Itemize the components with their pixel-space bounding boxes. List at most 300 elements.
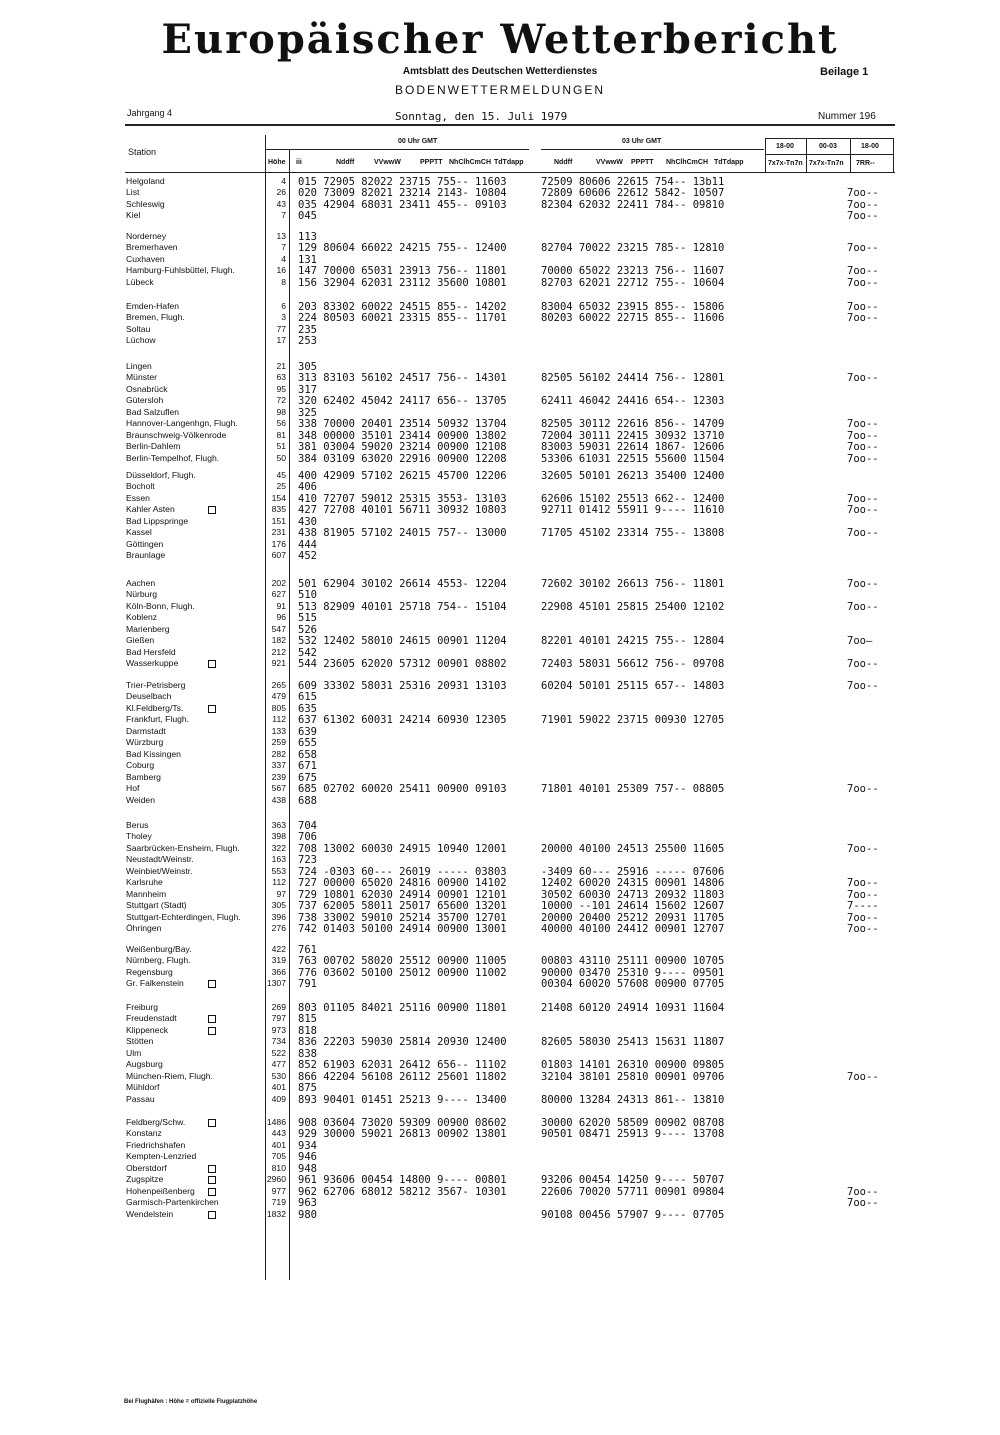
obs-00-gmt: 738 33002 59010 25214 35700 12701: [298, 911, 507, 924]
mountain-station-box-icon: [208, 1015, 216, 1023]
extra-group: 7oo—: [847, 635, 873, 648]
obs-03-gmt: 53306 61031 22515 55600 11504: [541, 452, 725, 465]
obs-00-gmt: 729 10801 62030 24914 00901 12101: [298, 888, 507, 901]
obs-00-gmt: 501 62904 30102 26614 4553- 12204: [298, 578, 507, 590]
station-height: 97: [276, 888, 286, 899]
station-name: Karlsruhe: [126, 877, 163, 888]
station-height: 231: [271, 527, 286, 538]
extra-top-rule: [765, 138, 893, 139]
obs-00-gmt: 320 62402 45042 24117 656-- 13705: [298, 395, 507, 408]
mountain-station-box-icon: [208, 1188, 216, 1196]
station-name: Bad Lippspringe: [126, 515, 189, 526]
station-name: Passau: [126, 1093, 155, 1104]
obs-03-gmt: 71801 40101 25309 757-- 08805: [541, 783, 725, 796]
obs-00-gmt: 685 02702 60020 25411 00900 09103: [298, 783, 507, 796]
obs-00-gmt: 639: [298, 725, 317, 738]
station-height: 176: [271, 538, 286, 549]
station-height: 282: [271, 748, 286, 759]
station-name: Hamburg-Fuhlsbüttel, Flugh.: [126, 265, 235, 276]
station-height: 522: [271, 1047, 286, 1058]
station-height: 17: [276, 335, 286, 346]
obs-00-gmt: 742 01403 50100 24914 00900 13001: [298, 923, 507, 936]
obs-00-gmt: 704: [298, 820, 317, 832]
extra-group: 7oo--: [847, 312, 879, 325]
station-height: 409: [271, 1093, 286, 1104]
obs-00-gmt: 776 03602 50100 25012 00900 11002: [298, 966, 507, 979]
subtitle: Amtsblatt des Deutschen Wetterdienstes: [402, 66, 598, 77]
station-name: Marienberg: [126, 623, 170, 634]
station-name: Feldberg/Schw.: [126, 1117, 186, 1127]
obs-00-gmt: 113: [298, 231, 317, 243]
obs-00-gmt: 235: [298, 323, 317, 336]
obs-03-gmt: 80203 60022 22715 855-- 11606: [541, 312, 725, 325]
station-name: Garmisch-Partenkirchen: [126, 1197, 219, 1208]
obs-00-gmt: 727 00000 65020 24816 00900 14102: [298, 877, 507, 890]
station-name: Nürnberg, Flugh.: [126, 955, 191, 966]
station-name: Stuttgart-Echterdingen, Flugh.: [126, 911, 241, 922]
station-name: Zugspitze: [126, 1174, 164, 1185]
station-name: Trier-Petrisberg: [126, 680, 186, 690]
obs-00-gmt: 893 90401 01451 25213 9---- 13400: [298, 1093, 507, 1106]
col00-2: PPPTT: [420, 159, 443, 166]
station-height: 810: [271, 1162, 286, 1173]
gmt03-rule: [541, 149, 764, 150]
obs-03-gmt: 32104 38101 25810 00901 09706: [541, 1070, 725, 1083]
extra-group: 7oo--: [847, 418, 879, 431]
station-height: 77: [276, 323, 286, 334]
station-height: 422: [271, 944, 286, 954]
station-height: 443: [271, 1128, 286, 1139]
obs-00-gmt: 384 03109 63020 22916 00900 12208: [298, 452, 507, 465]
station-height: 363: [271, 820, 286, 830]
station-name: Nürburg: [126, 589, 158, 600]
obs-03-gmt: 20000 20400 25212 20931 11705: [541, 911, 725, 924]
extra-divider-3: [893, 138, 894, 172]
obs-00-gmt: 980: [298, 1208, 317, 1221]
extra-group: 7oo--: [847, 372, 879, 385]
station-height: 547: [271, 623, 286, 634]
mountain-station-box-icon: [208, 1119, 216, 1127]
obs-03-gmt: 70000 65022 23213 756-- 11607: [541, 265, 725, 278]
obs-03-gmt: 80000 13284 24313 861-- 13810: [541, 1093, 725, 1106]
station-height: 719: [271, 1197, 286, 1208]
obs-00-gmt: 961 93606 00454 14800 9---- 00801: [298, 1174, 507, 1187]
extra-divider-1: [806, 138, 807, 172]
issue-date: Sonntag, den 15. Juli 1979: [395, 110, 568, 123]
extra-mid-rule: [765, 154, 893, 155]
obs-00-gmt: 532 12402 58010 24615 00901 11204: [298, 635, 507, 648]
station-name: Friedrichshafen: [126, 1139, 186, 1150]
obs-03-gmt: 92711 01412 55911 9---- 11610: [541, 504, 725, 517]
station-height: 163: [271, 854, 286, 865]
station-height: 269: [271, 1002, 286, 1012]
station-height: 96: [276, 612, 286, 623]
obs-03-gmt: 00803 43110 25111 00900 10705: [541, 955, 725, 968]
station-name: Cuxhaven: [126, 253, 165, 264]
station-name: Helgoland: [126, 176, 165, 186]
station-name: Hannover-Langenhgn, Flugh.: [126, 418, 238, 429]
station-name: Kiel: [126, 210, 141, 221]
obs-03-gmt: 82304 62032 22411 784-- 09810: [541, 198, 725, 211]
station-height: 396: [271, 911, 286, 922]
extra-bot-0: 7x7x-Tn7n: [768, 160, 803, 167]
station-name: Oberstdorf: [126, 1162, 167, 1173]
station-name: Köln-Bonn, Flugh.: [126, 600, 195, 611]
extra-bot-1: 7x7x-Tn7n: [809, 160, 844, 167]
station-name: Düsseldorf, Flugh.: [126, 470, 196, 480]
col00-1: VVwwW: [374, 159, 401, 166]
obs-00-gmt: 430: [298, 515, 317, 528]
obs-00-gmt: 866 42204 56108 26112 25601 11802: [298, 1070, 507, 1083]
station-height: 182: [271, 635, 286, 646]
obs-03-gmt: 62411 46042 24416 654-- 12303: [541, 395, 725, 408]
station-height: 154: [271, 492, 286, 503]
obs-03-gmt: 30000 62020 58509 00902 08708: [541, 1117, 725, 1129]
station-height: 567: [271, 783, 286, 794]
extra-group: 7oo--: [847, 783, 879, 796]
station-name: Hohenpeißenberg: [126, 1185, 195, 1196]
station-name: Tholey: [126, 831, 152, 842]
station-height: 239: [271, 771, 286, 782]
extra-group: 7oo--: [847, 1070, 879, 1083]
gmt03-header: 03 Uhr GMT: [622, 138, 662, 145]
station-height: 398: [271, 831, 286, 842]
station-name: Konstanz: [126, 1128, 162, 1139]
obs-03-gmt: 82505 56102 24414 756-- 12801: [541, 372, 725, 385]
station-height: 305: [271, 900, 286, 911]
station-height: 13: [276, 231, 286, 241]
obs-00-gmt: 406: [298, 481, 317, 494]
obs-00-gmt: 438 81905 57102 24015 757-- 13000: [298, 527, 507, 540]
station-height: 438: [271, 794, 286, 805]
station-name: Aachen: [126, 578, 156, 588]
station-height: 95: [276, 383, 286, 394]
extra-group: 7oo--: [847, 187, 879, 200]
obs-00-gmt: 253: [298, 335, 317, 348]
station-height: 7: [281, 242, 286, 253]
station-name: Coburg: [126, 760, 155, 771]
obs-03-gmt: 90501 08471 25913 9---- 13708: [541, 1128, 725, 1141]
obs-03-gmt: 12402 60020 24315 00901 14806: [541, 877, 725, 890]
obs-00-gmt: 671: [298, 760, 317, 773]
extra-group: 7oo--: [847, 301, 879, 313]
station-height: 479: [271, 691, 286, 702]
extra-group: 7oo--: [847, 842, 879, 855]
station-name: Berlin-Tempelhof, Flugh.: [126, 452, 220, 463]
station-height: 4: [281, 176, 286, 186]
obs-00-gmt: 838: [298, 1047, 317, 1060]
station-height: 8: [281, 276, 286, 287]
station-height: 45: [276, 470, 286, 480]
obs-00-gmt: 929 30000 59021 26813 00902 13801: [298, 1128, 507, 1141]
obs-03-gmt: 60204 50101 25115 657-- 14803: [541, 680, 725, 692]
obs-00-gmt: 836 22203 59030 25814 20930 12400: [298, 1036, 507, 1049]
obs-03-gmt: 72509 80606 22615 754-- 13b11: [541, 176, 725, 188]
obs-00-gmt: 224 80503 60021 23315 855-- 11701: [298, 312, 507, 325]
station-height: 21: [276, 361, 286, 371]
obs-03-gmt: 82703 62021 22712 755-- 10604: [541, 276, 725, 289]
station-name: Mühldorf: [126, 1082, 160, 1093]
obs-00-gmt: 658: [298, 748, 317, 761]
page-title: Europäischer Wetterbericht: [161, 16, 839, 63]
obs-00-gmt: 791: [298, 978, 317, 991]
station-name: Kahler Asten: [126, 504, 175, 515]
station-name: Göttingen: [126, 538, 164, 549]
station-name: Weiden: [126, 794, 155, 805]
obs-00-gmt: 338 70000 20401 23514 50932 13704: [298, 418, 507, 431]
station-name: Lübeck: [126, 276, 154, 287]
station-height: 1832: [266, 1208, 286, 1219]
obs-03-gmt: 90000 03470 25310 9---- 09501: [541, 966, 725, 979]
obs-00-gmt: 313 83103 56102 24517 756-- 14301: [298, 372, 507, 385]
obs-00-gmt: 637 61302 60031 24214 60930 12305: [298, 714, 507, 727]
station-name: Braunlage: [126, 550, 166, 561]
station-name: Saarbrücken-Ensheim, Flugh.: [126, 842, 240, 853]
extra-group: 7oo--: [847, 242, 879, 255]
iii-header: iii: [296, 159, 302, 166]
obs-00-gmt: 708 13002 60030 24915 10940 12001: [298, 842, 507, 855]
extra-group: 7oo--: [847, 578, 879, 590]
issue-number: Nummer 196: [818, 111, 876, 122]
obs-03-gmt: -3409 60--- 25916 ----- 07606: [541, 865, 725, 878]
obs-00-gmt: 803 01105 84021 25116 00900 11801: [298, 1002, 507, 1014]
extra-group: 7oo--: [847, 265, 879, 278]
station-height: 91: [276, 600, 286, 611]
station-height: 265: [271, 680, 286, 690]
station-name: Essen: [126, 492, 150, 503]
obs-00-gmt: 020 73009 82021 23214 2143- 10804: [298, 187, 507, 200]
extra-divider-2: [850, 138, 851, 172]
station-height: 973: [271, 1024, 286, 1035]
extra-group: 7oo--: [847, 600, 879, 613]
obs-00-gmt: 655: [298, 737, 317, 750]
hoehe-header: Höhe: [268, 159, 286, 166]
station-name: Frankfurt, Flugh.: [126, 714, 190, 725]
station-height: 4: [281, 253, 286, 264]
station-name: Kl.Feldberg/Ts.: [126, 702, 184, 713]
obs-00-gmt: 875: [298, 1082, 317, 1095]
obs-03-gmt: 00304 60020 57608 00900 07705: [541, 978, 725, 991]
station-height: 705: [271, 1151, 286, 1162]
beilage-label: Beilage 1: [820, 66, 869, 78]
obs-03-gmt: 22908 45101 25815 25400 12102: [541, 600, 725, 613]
station-height: 805: [271, 702, 286, 713]
station-height: 56: [276, 418, 286, 429]
obs-03-gmt: 21408 60120 24914 10931 11604: [541, 1002, 725, 1014]
station-header: Station: [128, 147, 157, 157]
station-height: 276: [271, 923, 286, 934]
station-name: Freiburg: [126, 1002, 158, 1012]
extra-group: 7oo--: [847, 680, 879, 692]
extra-group: 7oo--: [847, 1185, 879, 1198]
station-height: 553: [271, 865, 286, 876]
mountain-station-box-icon: [208, 660, 216, 668]
obs-00-gmt: 129 80604 66022 24215 755-- 12400: [298, 242, 507, 255]
station-name: Lingen: [126, 361, 152, 371]
obs-00-gmt: 737 62005 58011 25017 65600 13201: [298, 900, 507, 913]
station-height: 112: [272, 714, 286, 725]
station-height: 2960: [266, 1174, 286, 1185]
obs-00-gmt: 675: [298, 771, 317, 784]
extra-group: 7oo--: [847, 198, 879, 211]
obs-00-gmt: 724 -0303 60--- 26019 ----- 03803: [298, 865, 507, 878]
station-name: Bad Salzuflen: [126, 406, 180, 417]
obs-00-gmt: 962 62706 68012 58212 3567- 10301: [298, 1185, 507, 1198]
obs-03-gmt: 82605 58030 25413 15631 11807: [541, 1036, 725, 1049]
col03-4: TdTdapp: [714, 159, 744, 166]
obs-00-gmt: 908 03604 73020 59309 00900 08602: [298, 1117, 507, 1129]
station-name: Bremen, Flugh.: [126, 312, 185, 323]
station-height: 25: [276, 481, 286, 492]
extra-group: 7oo--: [847, 527, 879, 540]
obs-03-gmt: 71901 59022 23715 00930 12705: [541, 714, 725, 727]
station-height: 26: [276, 187, 286, 198]
extra-group: 7oo--: [847, 276, 879, 289]
station-name: List: [126, 187, 140, 198]
mountain-station-box-icon: [208, 1165, 216, 1173]
station-name: Hof: [126, 783, 140, 794]
extra-group: 7oo--: [847, 911, 879, 924]
obs-00-gmt: 761: [298, 944, 317, 956]
station-name: Kassel: [126, 527, 152, 538]
station-height: 202: [271, 578, 286, 588]
obs-00-gmt: 852 61903 62031 26412 656-- 11102: [298, 1059, 507, 1072]
gmt00-rule: [265, 149, 529, 150]
obs-00-gmt: 147 70000 65031 23913 756-- 11801: [298, 265, 507, 278]
station-height: 319: [271, 955, 286, 966]
obs-00-gmt: 325: [298, 406, 317, 419]
obs-00-gmt: 400 42909 57102 26215 45700 12206: [298, 470, 507, 482]
station-height: 835: [271, 504, 286, 515]
station-height: 16: [276, 265, 286, 276]
obs-03-gmt: 20000 40100 24513 25500 11605: [541, 842, 725, 855]
station-name: Darmstadt: [126, 725, 166, 736]
obs-03-gmt: 62606 15102 25513 662-- 12400: [541, 492, 725, 505]
station-name: Mannheim: [126, 888, 167, 899]
station-height: 151: [271, 515, 286, 526]
obs-00-gmt: 544 23605 62020 57312 00901 08802: [298, 658, 507, 671]
station-height: 1486: [266, 1117, 286, 1127]
station-name: Bad Kissingen: [126, 748, 181, 759]
obs-00-gmt: 305: [298, 361, 317, 373]
extra-group: 7oo--: [847, 923, 879, 936]
footnote: Bei Flughäfen : Höhe = offizielle Flugplatzhöhe: [124, 1399, 258, 1405]
station-name: Bamberg: [126, 771, 161, 782]
obs-03-gmt: 72403 58031 56612 756-- 09708: [541, 658, 725, 671]
obs-00-gmt: 635: [298, 702, 317, 715]
station-height: 797: [271, 1013, 286, 1024]
obs-00-gmt: 609 33302 58031 25316 20931 13103: [298, 680, 507, 692]
station-name: Gütersloh: [126, 395, 164, 406]
obs-00-gmt: 513 82909 40101 25718 754-- 15104: [298, 600, 507, 613]
station-name: Braunschweig-Völkenrode: [126, 429, 227, 440]
gmt00-header: 00 Uhr GMT: [398, 138, 438, 145]
station-height: 50: [276, 452, 286, 463]
mountain-station-box-icon: [208, 980, 216, 988]
obs-00-gmt: 815: [298, 1013, 317, 1026]
obs-00-gmt: 526: [298, 623, 317, 636]
station-name: Öhringen: [126, 923, 162, 934]
station-name: Emden-Hafen: [126, 301, 180, 311]
station-name: Norderney: [126, 231, 167, 241]
obs-00-gmt: 317: [298, 383, 317, 396]
obs-00-gmt: 963: [298, 1197, 317, 1210]
obs-00-gmt: 452: [298, 550, 317, 563]
col03-2: PPPTT: [631, 159, 654, 166]
extra-group: 7oo--: [847, 452, 879, 465]
obs-00-gmt: 515: [298, 612, 317, 625]
station-name: München-Riem, Flugh.: [126, 1070, 213, 1081]
station-height: 627: [271, 589, 286, 600]
station-name: Ulm: [126, 1047, 142, 1058]
extra-group: 7oo--: [847, 877, 879, 890]
station-name: Augsburg: [126, 1059, 163, 1070]
obs-03-gmt: 72004 30111 22415 30932 13710: [541, 429, 725, 442]
station-name: Berus: [126, 820, 149, 830]
obs-03-gmt: 82505 30112 22616 856-- 14709: [541, 418, 725, 431]
station-height: 477: [271, 1059, 286, 1070]
station-height: 133: [271, 725, 286, 736]
obs-03-gmt: 72602 30102 26613 756-- 11801: [541, 578, 725, 590]
station-height: 734: [271, 1036, 286, 1047]
mountain-station-box-icon: [208, 506, 216, 514]
station-name: Klippeneck: [126, 1024, 169, 1035]
header-rule: [125, 124, 895, 126]
station-height: 366: [271, 966, 286, 977]
station-name: Gr. Falkenstein: [126, 978, 184, 989]
extra-top-1: 00-03: [819, 143, 837, 150]
station-name: Deuselbach: [126, 691, 172, 702]
extra-group: 7----: [847, 900, 879, 913]
station-name: Würzburg: [126, 737, 164, 748]
obs-03-gmt: 32605 50101 26213 35400 12400: [541, 470, 725, 482]
col03-0: Nddff: [554, 159, 573, 166]
station-name: Bremerhaven: [126, 242, 178, 253]
station-name: Weinbiet/Weinstr.: [126, 865, 193, 876]
obs-00-gmt: 934: [298, 1139, 317, 1152]
station-height: 51: [276, 441, 286, 452]
obs-00-gmt: 348 00000 35101 23414 00900 13802: [298, 429, 507, 442]
obs-03-gmt: 82201 40101 24215 755-- 12804: [541, 635, 725, 648]
station-height: 212: [271, 646, 286, 657]
obs-03-gmt: 01803 14101 26310 00900 09805: [541, 1059, 725, 1072]
station-height: 72: [276, 395, 286, 406]
obs-00-gmt: 688: [298, 794, 317, 807]
station-height: 43: [276, 198, 286, 209]
obs-00-gmt: 542: [298, 646, 317, 659]
obs-00-gmt: 444: [298, 538, 317, 551]
station-height: 1307: [266, 978, 286, 989]
station-name: Kempten-Lenzried: [126, 1151, 197, 1162]
column-header-rule: [125, 172, 895, 173]
obs-03-gmt: 40000 40100 24412 00901 12707: [541, 923, 725, 936]
station-height: 530: [271, 1070, 286, 1081]
obs-03-gmt: 83003 59031 22614 1867- 12606: [541, 441, 725, 454]
obs-00-gmt: 156 32904 62031 23112 35600 10801: [298, 276, 507, 289]
station-name: Berlin-Dahlem: [126, 441, 181, 452]
data-column-divider: [289, 150, 290, 1280]
obs-00-gmt: 131: [298, 253, 317, 266]
station-name: Freudenstadt: [126, 1013, 177, 1024]
station-name: Weißenburg/Bay.: [126, 944, 192, 954]
obs-00-gmt: 763 00702 58020 25512 00900 11005: [298, 955, 507, 968]
station-height: 401: [271, 1082, 286, 1093]
col00-3: NhClhCmCH: [449, 159, 491, 166]
col03-1: VVwwW: [596, 159, 623, 166]
obs-03-gmt: 72809 60606 22612 5842- 10507: [541, 187, 725, 200]
station-height: 6: [281, 301, 286, 311]
extra-bot-2: 7RR--: [856, 160, 875, 167]
